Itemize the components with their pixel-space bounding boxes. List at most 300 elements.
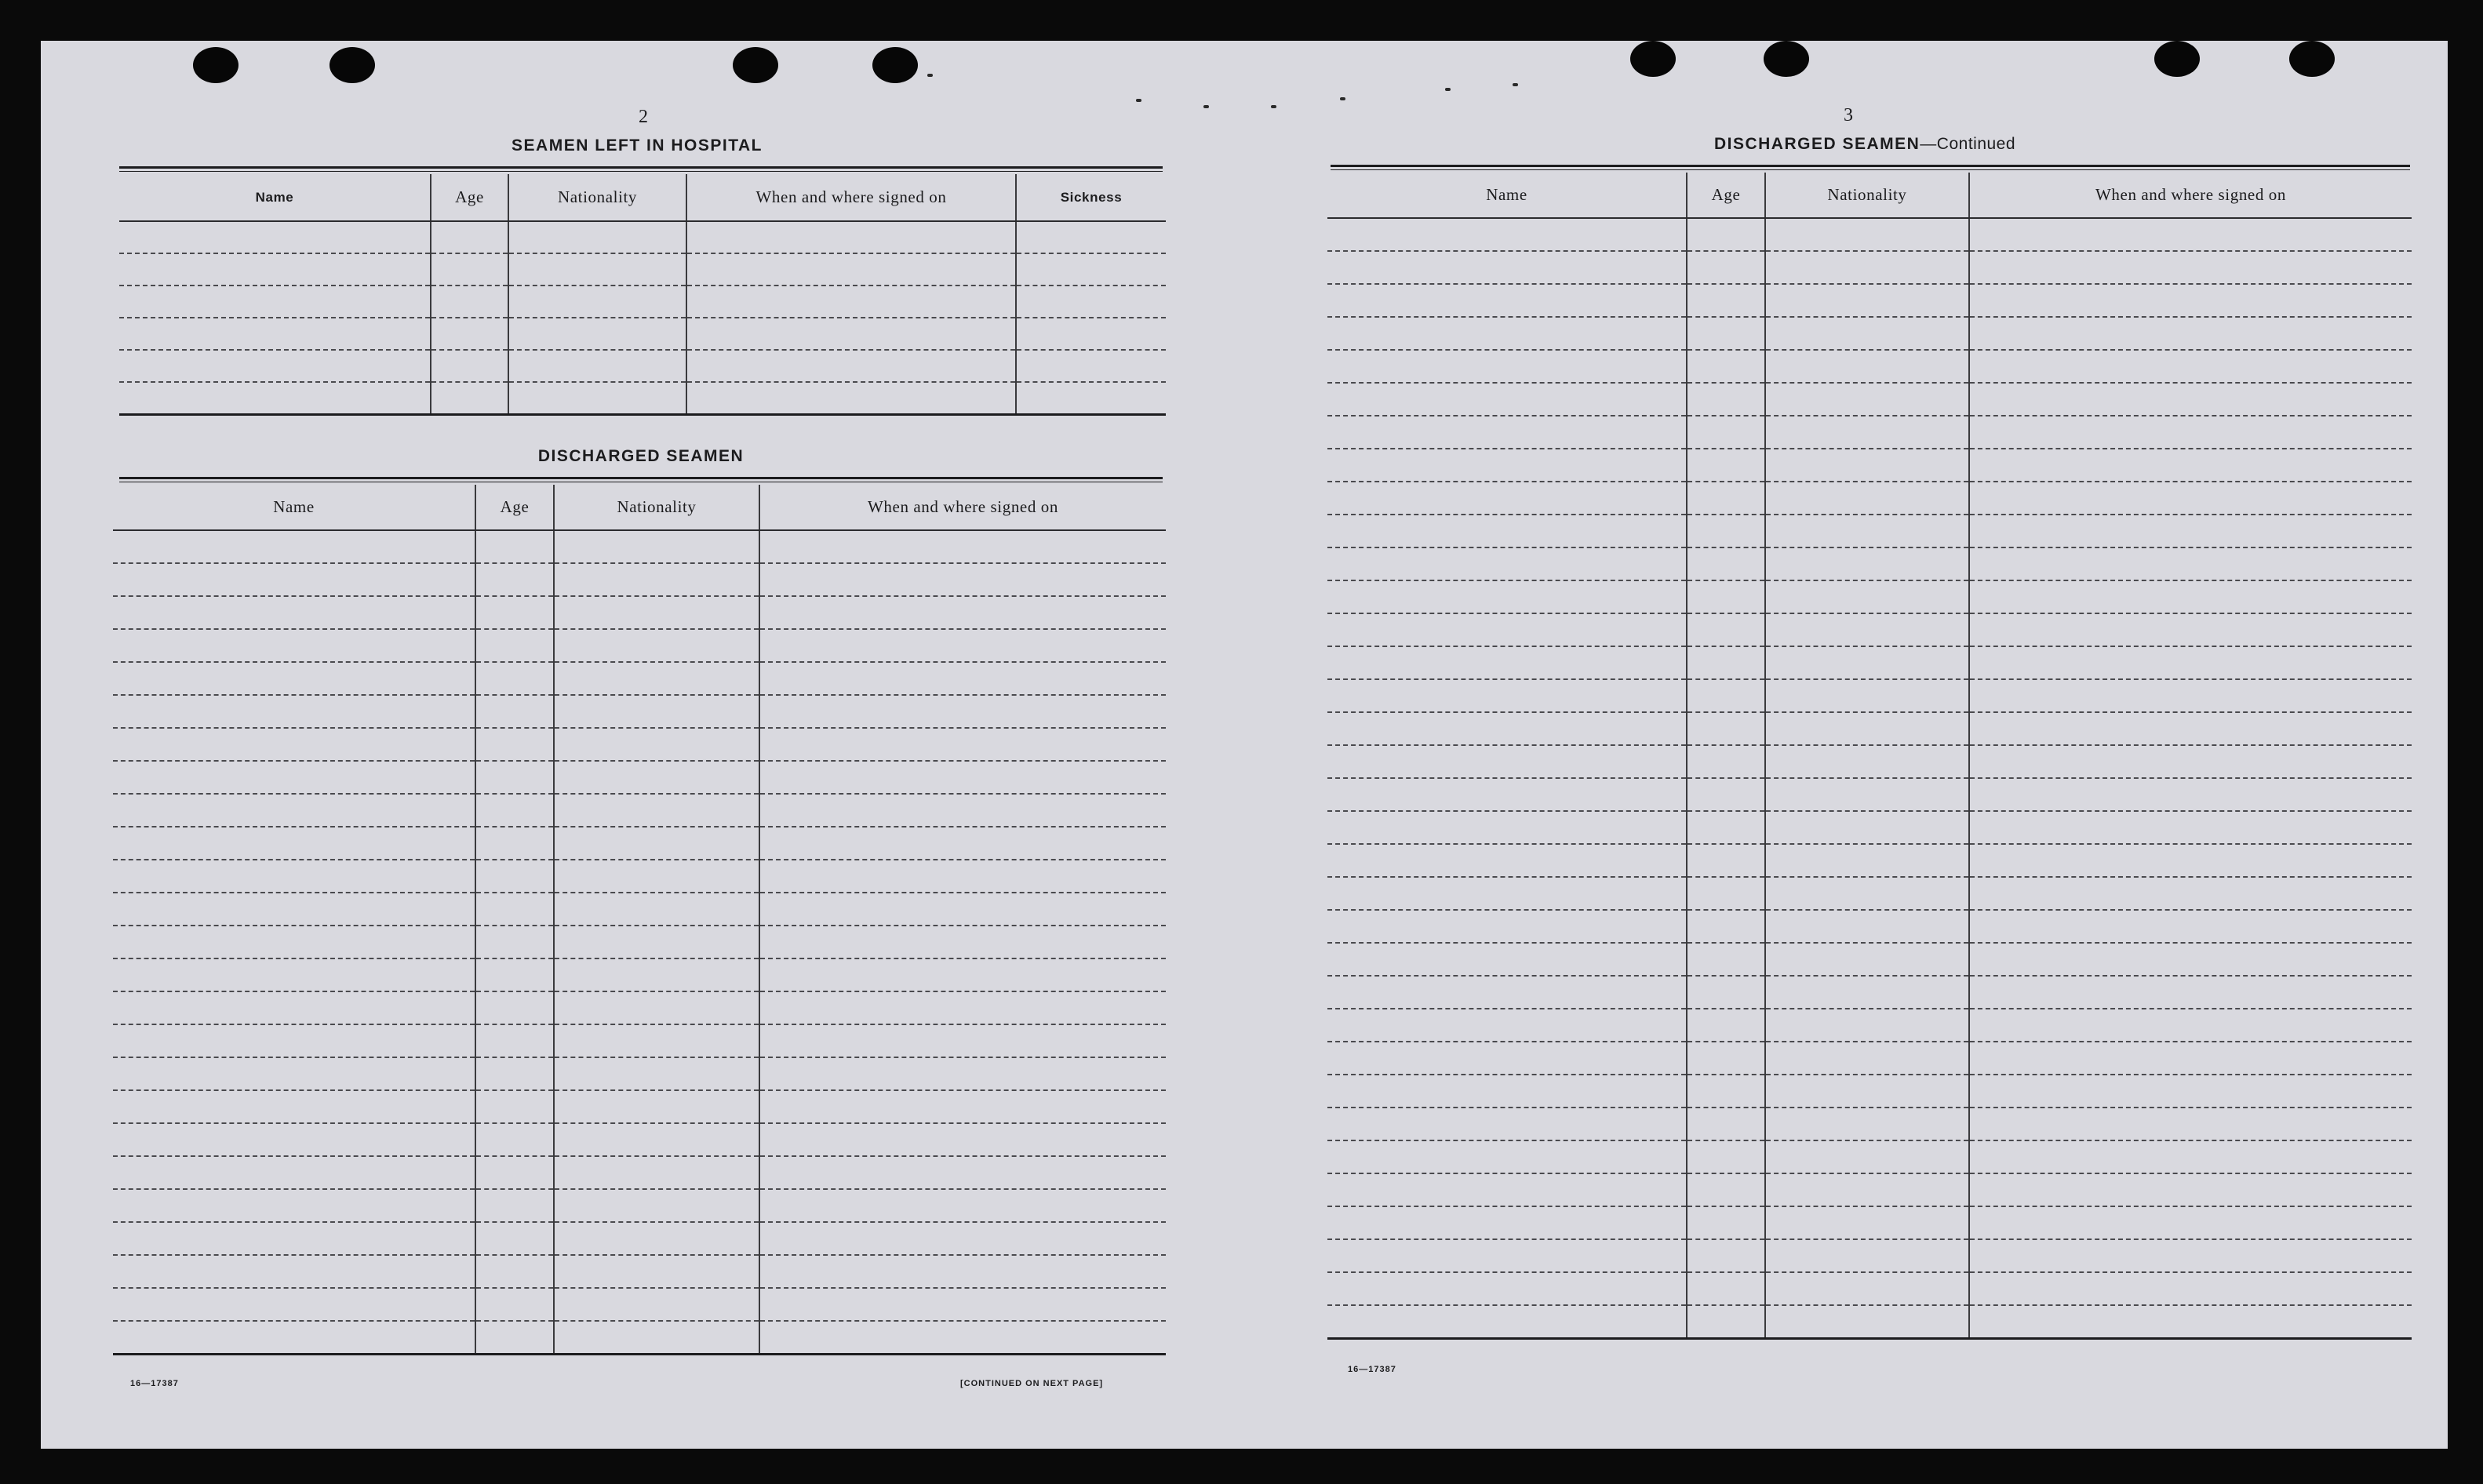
form-cell	[554, 893, 759, 926]
form-row	[119, 318, 1166, 350]
form-row	[1327, 1075, 2412, 1108]
form-cell	[759, 1189, 1166, 1222]
form-cell	[1327, 1108, 1687, 1140]
column-header-sickness: Sickness	[1016, 174, 1166, 221]
form-cell	[1327, 844, 1687, 877]
form-cell	[554, 1156, 759, 1189]
form-cell	[759, 827, 1166, 860]
form-row	[113, 827, 1166, 860]
form-cell	[431, 286, 508, 318]
form-cell	[1327, 416, 1687, 449]
form-row	[1327, 1239, 2412, 1272]
form-row	[113, 662, 1166, 695]
form-row	[1327, 679, 2412, 712]
form-cell	[1327, 1042, 1687, 1075]
form-cell	[1687, 218, 1765, 251]
form-cell	[1765, 646, 1969, 679]
form-row	[113, 1024, 1166, 1057]
page-number-right: 3	[1844, 105, 1853, 125]
form-cell	[554, 827, 759, 860]
form-cell	[1765, 877, 1969, 910]
form-cell	[1687, 1009, 1765, 1042]
form-cell	[1969, 877, 2412, 910]
form-cell	[1765, 712, 1969, 745]
form-row	[113, 893, 1166, 926]
form-cell	[1327, 811, 1687, 844]
continued-on-next-page: [CONTINUED ON NEXT PAGE]	[960, 1379, 1104, 1388]
form-cell	[554, 1057, 759, 1090]
form-cell	[1687, 580, 1765, 613]
form-cell	[1327, 1305, 1687, 1338]
form-cell	[431, 318, 508, 350]
form-cell	[1969, 712, 2412, 745]
form-cell	[1765, 976, 1969, 1009]
form-cell	[759, 860, 1166, 893]
form-row	[113, 596, 1166, 629]
form-cell	[508, 286, 686, 318]
form-number-right: 16—17387	[1348, 1365, 1396, 1374]
form-cell	[1687, 1305, 1765, 1338]
hospital-section-title: SEAMEN LEFT IN HOSPITAL	[512, 136, 763, 155]
form-cell	[1687, 284, 1765, 317]
form-cell	[1327, 613, 1687, 646]
form-cell	[759, 761, 1166, 794]
form-cell	[1327, 580, 1687, 613]
punch-hole	[193, 47, 238, 83]
form-cell	[759, 596, 1166, 629]
form-row	[1327, 943, 2412, 976]
form-cell	[1327, 778, 1687, 811]
form-cell	[1327, 679, 1687, 712]
form-cell	[759, 1255, 1166, 1288]
form-cell	[431, 253, 508, 286]
column-header-signed-on: When and where signed on	[686, 174, 1016, 221]
form-cell	[1327, 383, 1687, 416]
form-cell	[1969, 910, 2412, 943]
form-cell	[113, 530, 475, 563]
form-cell	[554, 728, 759, 761]
form-row	[113, 728, 1166, 761]
form-cell	[554, 1189, 759, 1222]
form-row	[1327, 745, 2412, 778]
form-cell	[686, 382, 1016, 414]
form-cell	[1687, 811, 1765, 844]
form-cell	[1765, 1239, 1969, 1272]
form-row	[113, 926, 1166, 958]
form-row	[113, 530, 1166, 563]
form-cell	[759, 958, 1166, 991]
form-cell	[759, 563, 1166, 596]
form-cell	[686, 253, 1016, 286]
form-row	[1327, 515, 2412, 547]
form-cell	[1969, 251, 2412, 284]
form-cell	[1969, 1108, 2412, 1140]
form-cell	[1765, 613, 1969, 646]
form-cell	[1687, 943, 1765, 976]
form-cell	[1687, 1206, 1765, 1239]
form-cell	[1687, 877, 1765, 910]
form-cell	[1765, 416, 1969, 449]
form-row	[1327, 613, 2412, 646]
form-cell	[1765, 1108, 1969, 1140]
form-cell	[554, 695, 759, 728]
form-cell	[554, 1222, 759, 1255]
form-cell	[508, 253, 686, 286]
form-cell	[475, 1156, 554, 1189]
page-number-left: 2	[639, 107, 648, 127]
form-cell	[475, 1189, 554, 1222]
column-header-name: Name	[113, 485, 475, 530]
form-cell	[1687, 778, 1765, 811]
form-cell	[1765, 778, 1969, 811]
form-cell	[1687, 317, 1765, 350]
punch-hole	[733, 47, 778, 83]
form-cell	[554, 991, 759, 1024]
form-row	[1327, 1206, 2412, 1239]
form-cell	[1969, 1009, 2412, 1042]
form-row	[113, 1288, 1166, 1321]
form-cell	[508, 382, 686, 414]
form-cell	[759, 893, 1166, 926]
form-row	[1327, 218, 2412, 251]
column-header-name: Name	[1327, 173, 1687, 218]
form-cell	[1969, 844, 2412, 877]
form-cell	[113, 1288, 475, 1321]
form-row	[1327, 1173, 2412, 1206]
column-header-name: Name	[119, 174, 431, 221]
column-header-nationality: Nationality	[508, 174, 686, 221]
form-cell	[1687, 910, 1765, 943]
form-cell	[1969, 778, 2412, 811]
punch-hole	[1630, 41, 1676, 77]
form-row	[1327, 1272, 2412, 1305]
form-cell	[475, 1090, 554, 1123]
form-cell	[1016, 253, 1166, 286]
form-cell	[1969, 1239, 2412, 1272]
form-cell	[1016, 221, 1166, 253]
form-cell	[686, 318, 1016, 350]
discharged-continued-title-main: DISCHARGED SEAMEN	[1713, 135, 1921, 153]
form-row	[119, 253, 1166, 286]
form-row	[113, 860, 1166, 893]
form-cell	[475, 926, 554, 958]
form-row	[119, 350, 1166, 382]
form-row	[1327, 547, 2412, 580]
form-row	[113, 1123, 1166, 1156]
form-cell	[119, 350, 431, 382]
form-cell	[119, 318, 431, 350]
form-cell	[119, 221, 431, 253]
form-cell	[475, 1288, 554, 1321]
form-row	[1327, 1305, 2412, 1338]
form-cell	[554, 596, 759, 629]
form-cell	[554, 794, 759, 827]
form-cell	[475, 1123, 554, 1156]
form-cell	[1765, 547, 1969, 580]
form-cell	[759, 1156, 1166, 1189]
form-cell	[508, 318, 686, 350]
form-row	[113, 1090, 1166, 1123]
form-cell	[1765, 943, 1969, 976]
form-cell	[759, 728, 1166, 761]
column-header-age: Age	[431, 174, 508, 221]
form-cell	[475, 794, 554, 827]
form-row	[113, 563, 1166, 596]
form-cell	[1765, 1042, 1969, 1075]
form-row	[1327, 712, 2412, 745]
form-cell	[554, 761, 759, 794]
form-cell	[1969, 284, 2412, 317]
punch-hole	[2289, 41, 2335, 77]
form-cell	[1969, 383, 2412, 416]
form-cell	[1327, 712, 1687, 745]
form-cell	[1765, 745, 1969, 778]
form-cell	[1765, 449, 1969, 482]
form-cell	[1765, 383, 1969, 416]
form-cell	[113, 1321, 475, 1354]
form-row	[1327, 1042, 2412, 1075]
form-cell	[475, 662, 554, 695]
form-cell	[113, 1156, 475, 1189]
form-cell	[759, 629, 1166, 662]
form-cell	[1765, 317, 1969, 350]
form-cell	[1969, 515, 2412, 547]
discharged-section-title: DISCHARGED SEAMEN	[537, 447, 745, 465]
form-cell	[1687, 844, 1765, 877]
form-cell	[554, 1288, 759, 1321]
form-cell	[113, 1222, 475, 1255]
form-cell	[1969, 976, 2412, 1009]
form-row	[1327, 350, 2412, 383]
form-cell	[1687, 679, 1765, 712]
form-cell	[759, 1288, 1166, 1321]
form-cell	[1765, 844, 1969, 877]
form-row	[1327, 1009, 2412, 1042]
form-cell	[1327, 745, 1687, 778]
form-row	[113, 991, 1166, 1024]
form-cell	[1765, 1173, 1969, 1206]
form-row	[1327, 251, 2412, 284]
form-row	[113, 695, 1166, 728]
continued-header-row	[1327, 173, 2412, 218]
form-cell	[1687, 416, 1765, 449]
form-cell	[686, 221, 1016, 253]
form-cell	[1765, 910, 1969, 943]
form-row	[1327, 383, 2412, 416]
form-cell	[1327, 218, 1687, 251]
form-cell	[1765, 679, 1969, 712]
form-cell	[554, 662, 759, 695]
form-cell	[1327, 1206, 1687, 1239]
form-row	[1327, 416, 2412, 449]
form-cell	[1765, 811, 1969, 844]
column-header-age: Age	[475, 485, 554, 530]
form-row	[1327, 317, 2412, 350]
form-row	[1327, 877, 2412, 910]
form-cell	[113, 563, 475, 596]
form-cell	[554, 530, 759, 563]
form-cell	[1687, 1272, 1765, 1305]
form-cell	[475, 827, 554, 860]
form-cell	[1969, 416, 2412, 449]
form-row	[1327, 646, 2412, 679]
form-cell	[113, 794, 475, 827]
form-cell	[1687, 1173, 1765, 1206]
form-cell	[1969, 811, 2412, 844]
form-cell	[1327, 317, 1687, 350]
form-cell	[1687, 350, 1765, 383]
form-cell	[1327, 877, 1687, 910]
form-cell	[1327, 646, 1687, 679]
form-cell	[113, 761, 475, 794]
form-cell	[113, 596, 475, 629]
form-row	[1327, 1108, 2412, 1140]
form-cell	[113, 893, 475, 926]
form-cell	[554, 1090, 759, 1123]
discharged-continued-title-suffix: —Continued	[1920, 135, 2016, 153]
form-cell	[1969, 449, 2412, 482]
form-cell	[1327, 943, 1687, 976]
discharged-table	[113, 485, 1166, 1355]
form-cell	[1327, 976, 1687, 1009]
form-row	[1327, 482, 2412, 515]
form-cell	[431, 382, 508, 414]
form-cell	[1969, 1173, 2412, 1206]
form-row	[1327, 778, 2412, 811]
form-cell	[1687, 1140, 1765, 1173]
form-cell	[1765, 1305, 1969, 1338]
form-cell	[759, 1321, 1166, 1354]
form-cell	[475, 991, 554, 1024]
form-cell	[1969, 613, 2412, 646]
form-cell	[1016, 382, 1166, 414]
form-cell	[475, 1057, 554, 1090]
form-cell	[1969, 943, 2412, 976]
form-cell	[1969, 580, 2412, 613]
form-cell	[759, 1057, 1166, 1090]
form-cell	[1687, 449, 1765, 482]
form-cell	[1327, 1239, 1687, 1272]
speck-mark	[1203, 105, 1209, 108]
form-cell	[113, 860, 475, 893]
column-header-signed-on: When and where signed on	[759, 485, 1166, 530]
form-cell	[1687, 482, 1765, 515]
form-row	[119, 382, 1166, 414]
speck-mark	[1271, 105, 1276, 108]
form-cell	[1765, 1272, 1969, 1305]
form-cell	[1687, 515, 1765, 547]
form-cell	[475, 629, 554, 662]
form-cell	[759, 662, 1166, 695]
form-row	[113, 629, 1166, 662]
form-cell	[113, 728, 475, 761]
form-cell	[1969, 482, 2412, 515]
form-row	[1327, 910, 2412, 943]
form-cell	[431, 350, 508, 382]
form-cell	[1969, 745, 2412, 778]
form-cell	[508, 221, 686, 253]
form-cell	[475, 1222, 554, 1255]
form-cell	[1016, 286, 1166, 318]
punch-hole	[1764, 41, 1809, 77]
form-row	[113, 1222, 1166, 1255]
hospital-header-row	[119, 174, 1166, 221]
form-cell	[1327, 1075, 1687, 1108]
form-cell	[1327, 1272, 1687, 1305]
form-row	[113, 761, 1166, 794]
discharged-continued-title	[1327, 135, 2402, 154]
speck-mark	[927, 74, 933, 77]
form-cell	[554, 1255, 759, 1288]
hospital-table	[119, 174, 1166, 416]
form-cell	[1969, 1075, 2412, 1108]
form-cell	[119, 253, 431, 286]
form-cell	[113, 1189, 475, 1222]
form-cell	[1327, 1009, 1687, 1042]
form-cell	[1327, 1173, 1687, 1206]
form-cell	[113, 827, 475, 860]
form-cell	[554, 629, 759, 662]
form-cell	[1765, 350, 1969, 383]
form-cell	[1327, 547, 1687, 580]
form-cell	[1327, 1140, 1687, 1173]
form-cell	[119, 382, 431, 414]
form-cell	[1016, 350, 1166, 382]
form-cell	[554, 1024, 759, 1057]
form-cell	[1765, 482, 1969, 515]
form-cell	[113, 958, 475, 991]
form-cell	[113, 991, 475, 1024]
form-cell	[759, 794, 1166, 827]
form-cell	[1969, 1206, 2412, 1239]
form-row	[113, 1255, 1166, 1288]
form-cell	[554, 1321, 759, 1354]
discharged-top-rule	[119, 477, 1163, 482]
form-cell	[475, 958, 554, 991]
form-cell	[1687, 1239, 1765, 1272]
form-row	[113, 1321, 1166, 1354]
form-cell	[475, 728, 554, 761]
form-cell	[759, 1024, 1166, 1057]
form-cell	[1765, 218, 1969, 251]
form-cell	[554, 958, 759, 991]
form-cell	[1969, 679, 2412, 712]
form-number-left: 16—17387	[130, 1379, 179, 1388]
form-cell	[1687, 712, 1765, 745]
speck-mark	[1513, 83, 1518, 86]
hospital-top-rule	[119, 166, 1163, 172]
form-cell	[1969, 1042, 2412, 1075]
form-cell	[113, 629, 475, 662]
form-row	[1327, 284, 2412, 317]
form-row	[1327, 844, 2412, 877]
form-cell	[475, 761, 554, 794]
form-row	[1327, 449, 2412, 482]
form-row	[119, 286, 1166, 318]
form-cell	[1765, 251, 1969, 284]
continued-top-rule	[1331, 165, 2410, 170]
form-cell	[113, 1255, 475, 1288]
discharged-header-row	[113, 485, 1166, 530]
form-cell	[759, 530, 1166, 563]
form-cell	[113, 926, 475, 958]
form-cell	[1969, 350, 2412, 383]
form-cell	[475, 1255, 554, 1288]
form-cell	[759, 1222, 1166, 1255]
punch-hole	[329, 47, 375, 83]
form-cell	[1327, 350, 1687, 383]
form-row	[113, 794, 1166, 827]
